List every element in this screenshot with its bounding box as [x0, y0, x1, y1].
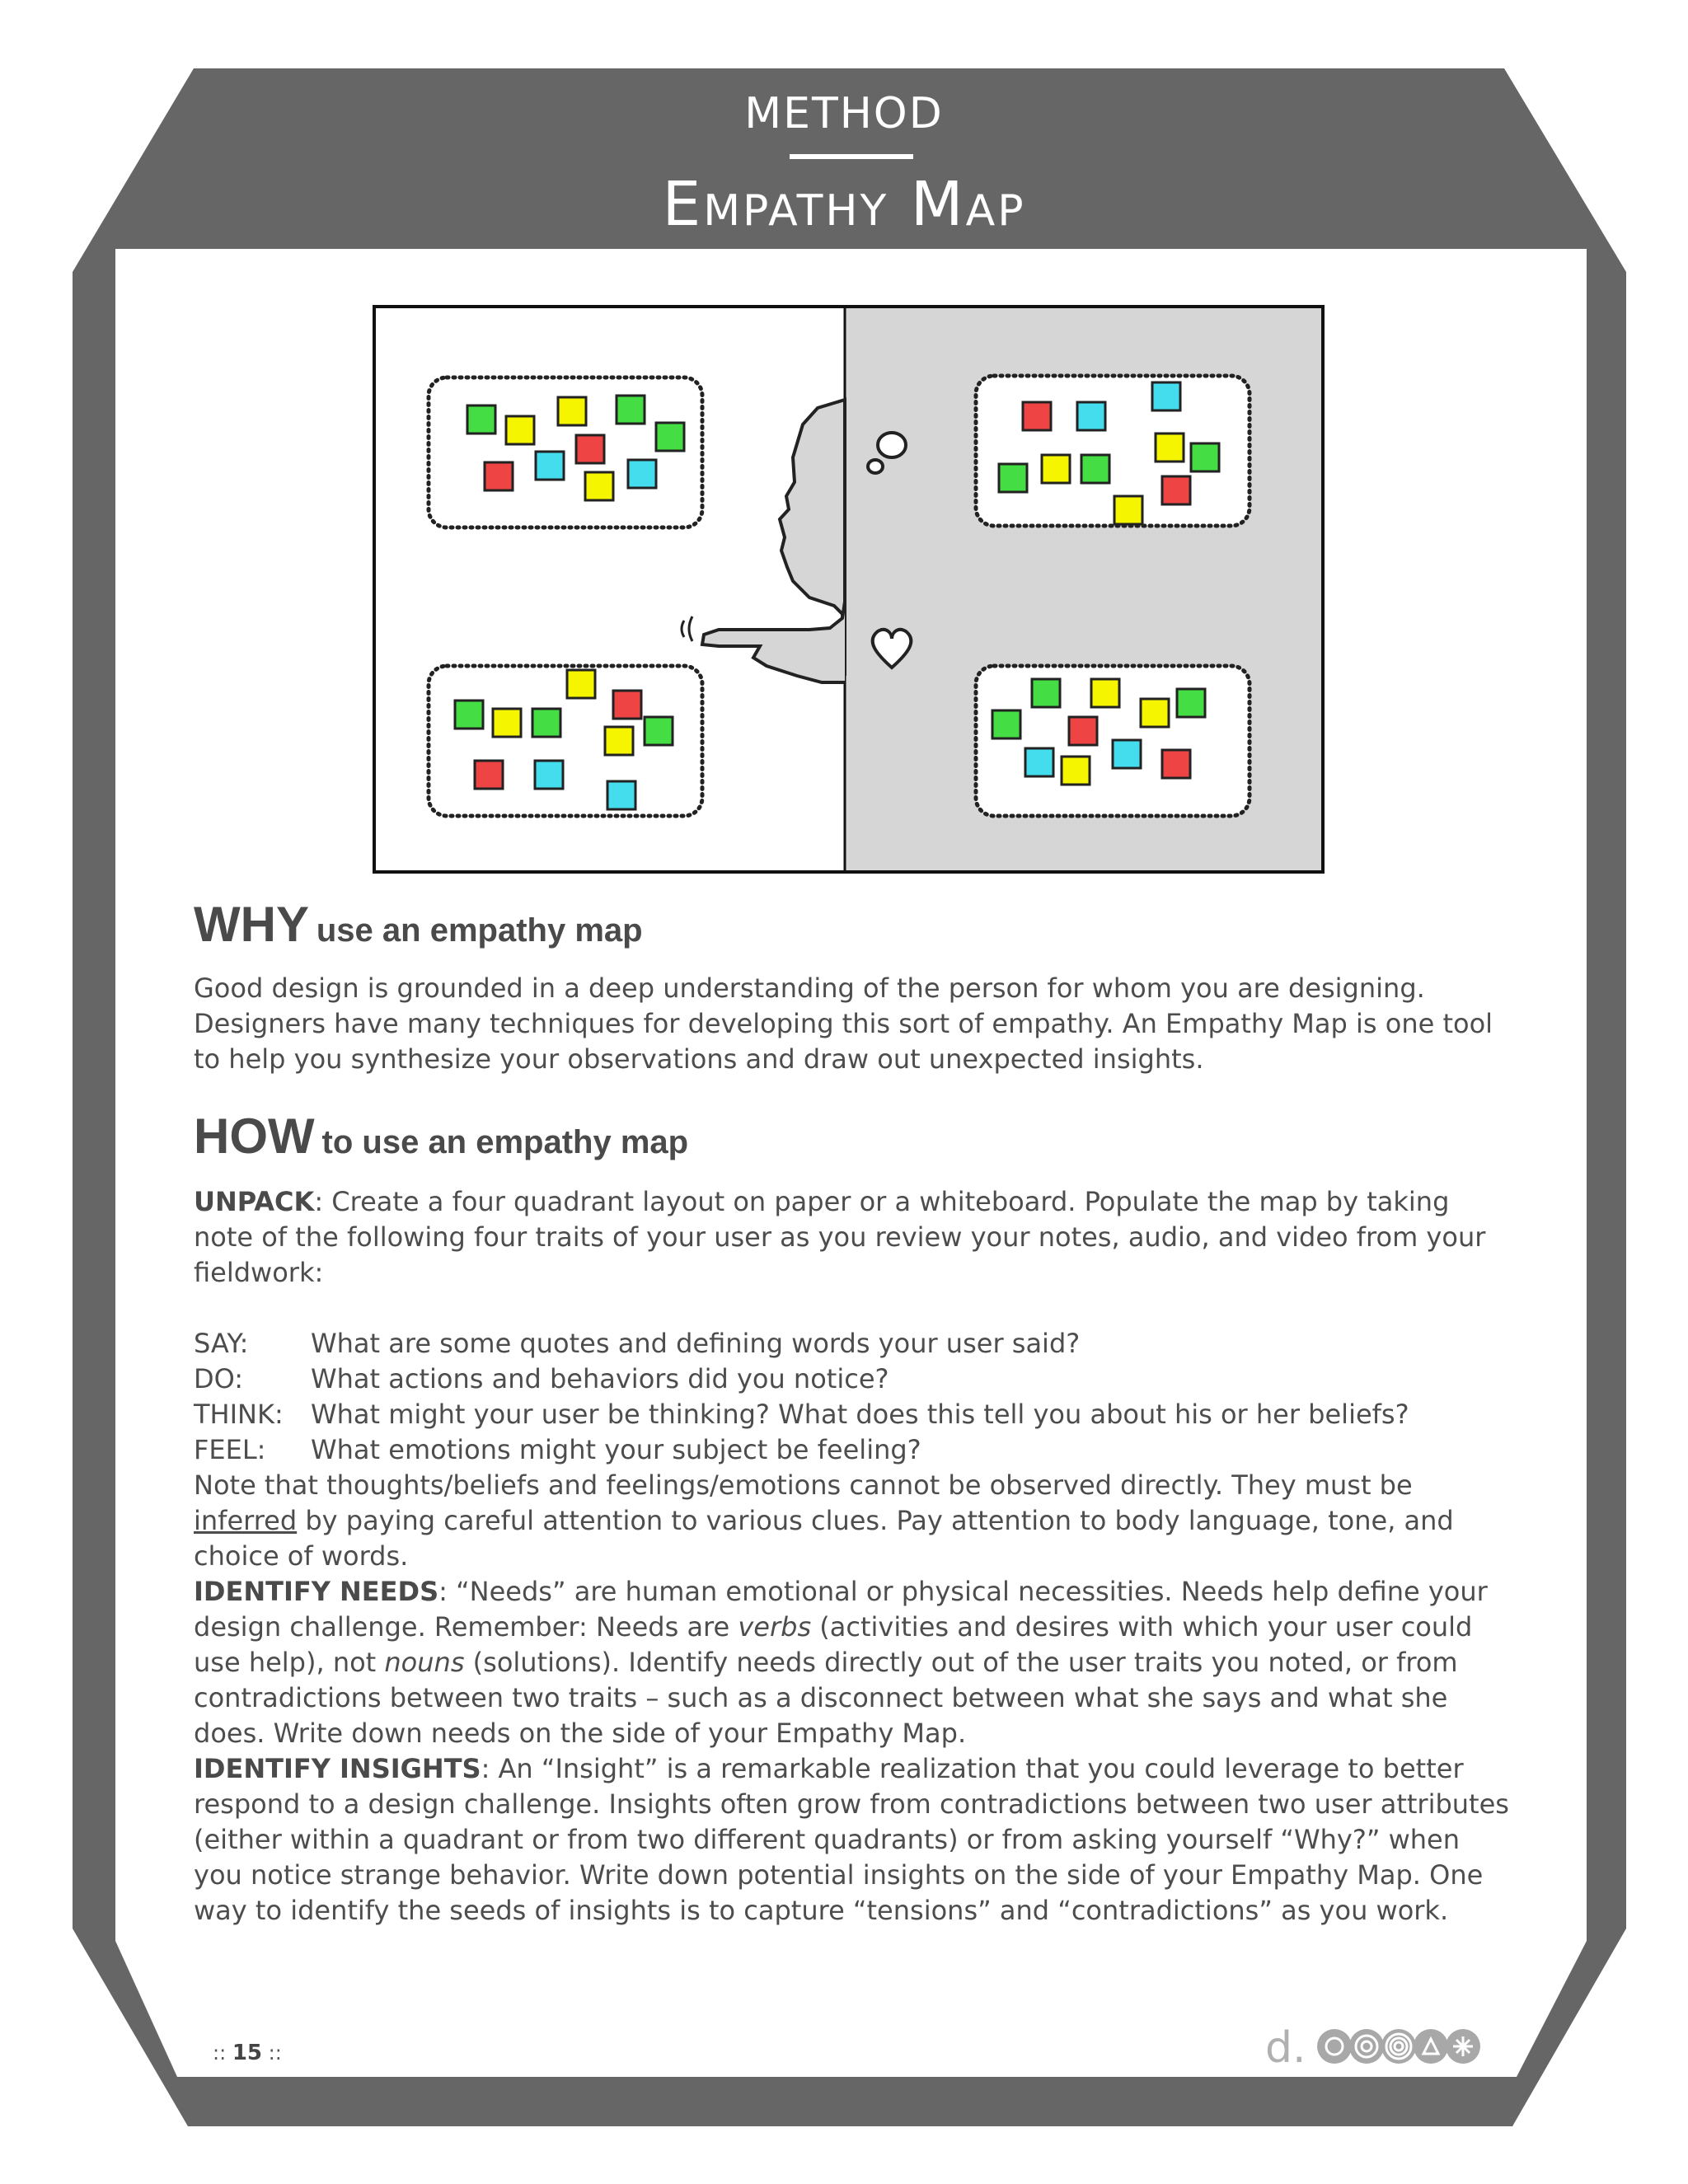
note-paragraph — [194, 1468, 1512, 1574]
quadrant-feel — [976, 666, 1250, 816]
page-number-value: 15 — [232, 2041, 262, 2065]
trait-key: FEEL: — [194, 1434, 266, 1465]
page-number — [213, 2041, 282, 2065]
trait-key: SAY: — [194, 1328, 249, 1359]
thought-bubble-icon — [878, 433, 906, 457]
trait-row-do — [194, 1361, 1512, 1397]
unpack-label: UNPACK — [194, 1186, 315, 1217]
trait-row-say — [194, 1326, 1512, 1361]
how-heading — [194, 1108, 1512, 1184]
page-number-suffix: :: — [268, 2041, 282, 2064]
trait-list — [194, 1326, 1512, 1468]
mode-empathize-icon — [1317, 2029, 1352, 2064]
needs-text-3: (solutions). Identify needs directly out of the user traits you noted, or from contradictions between two traits – such as a disconnect between what she says and what she does. Write down needs on the side of your Empathy Map. — [194, 1647, 1458, 1749]
unpack-text: : Create a four quadrant layout on paper or a whiteboard. Populate the map by taking note of the following four traits of your user as you review your notes, audio, and video from your fieldwork: — [194, 1186, 1486, 1288]
quadrant-think — [976, 376, 1250, 526]
trait-key: THINK: — [194, 1399, 284, 1430]
how-heading-small: to use an empathy map — [321, 1124, 689, 1160]
empathy-map-illustration — [373, 305, 1325, 874]
inferred-underlined: inferred — [194, 1505, 298, 1536]
needs-label: IDENTIFY NEEDS — [194, 1576, 439, 1607]
note-text-end: by paying careful attention to various clues. Pay attention to body language, tone, and choice of words. — [194, 1505, 1454, 1572]
why-heading-small: use an empathy map — [316, 912, 643, 949]
page-title: Empathy Map — [662, 169, 1026, 240]
trait-row-feel — [194, 1432, 1512, 1468]
mode-prototype-icon — [1414, 2029, 1448, 2064]
method-kicker: METHOD — [744, 89, 944, 138]
logo-text: d. — [1265, 2023, 1306, 2070]
body-content — [194, 897, 1512, 1929]
trait-key: DO: — [194, 1363, 244, 1394]
insights-paragraph — [194, 1751, 1512, 1929]
quadrant-say — [429, 377, 702, 527]
quadrant-do — [429, 666, 702, 816]
trait-text: What are some quotes and defining words your user said? — [311, 1328, 1081, 1359]
trait-row-think — [194, 1397, 1512, 1432]
needs-paragraph — [194, 1574, 1512, 1751]
insights-text: : An “Insight” is a remarkable realization that you could leverage to better respond to a design challenge. Insights often grow from contradictions between two user attributes (either within a quadrant or from two different quadrants) or from asking yourself “Why?” when you notice strange behavior. Write down potential insights on the side of your Empathy Map. One way to identify the seeds of insights is to capture “tensions” and “contradictions” as you work. — [194, 1753, 1509, 1926]
unpack-paragraph — [194, 1184, 1512, 1291]
how-heading-big: HOW — [194, 1108, 315, 1164]
why-heading-big: WHY — [194, 897, 309, 952]
header-underline — [790, 154, 913, 159]
needs-verbs: verbs — [738, 1611, 812, 1643]
page-number-prefix: :: — [213, 2041, 227, 2064]
insights-label: IDENTIFY INSIGHTS — [194, 1753, 481, 1784]
needs-nouns: nouns — [384, 1647, 465, 1678]
dschool-logo — [1265, 2021, 1496, 2070]
mode-define-icon — [1349, 2029, 1384, 2064]
needs-text-1: : “Needs” are human emotional or physical necessities. Needs help define your design challenge. Remember: Needs are — [194, 1576, 1488, 1643]
trait-text: What emotions might your subject be feeling? — [311, 1434, 921, 1465]
why-heading — [194, 897, 1512, 971]
trait-text: What might your user be thinking? What does this tell you about his or her beliefs? — [311, 1399, 1409, 1430]
why-paragraph: Good design is grounded in a deep understanding of the person for whom you are designing. Designers have many techniques for developing this sort of empathy. An Empathy Map is one tool to help you synthesize your observations and draw out unexpected insights. — [194, 972, 1493, 1075]
trait-text: What actions and behaviors did you notice? — [311, 1363, 889, 1394]
needs-text-2: (activities and desires with which your user could use help), not — [194, 1611, 1473, 1678]
note-text-start: Note that thoughts/beliefs and feelings/emotions cannot be observed directly. They must be — [194, 1469, 1413, 1501]
